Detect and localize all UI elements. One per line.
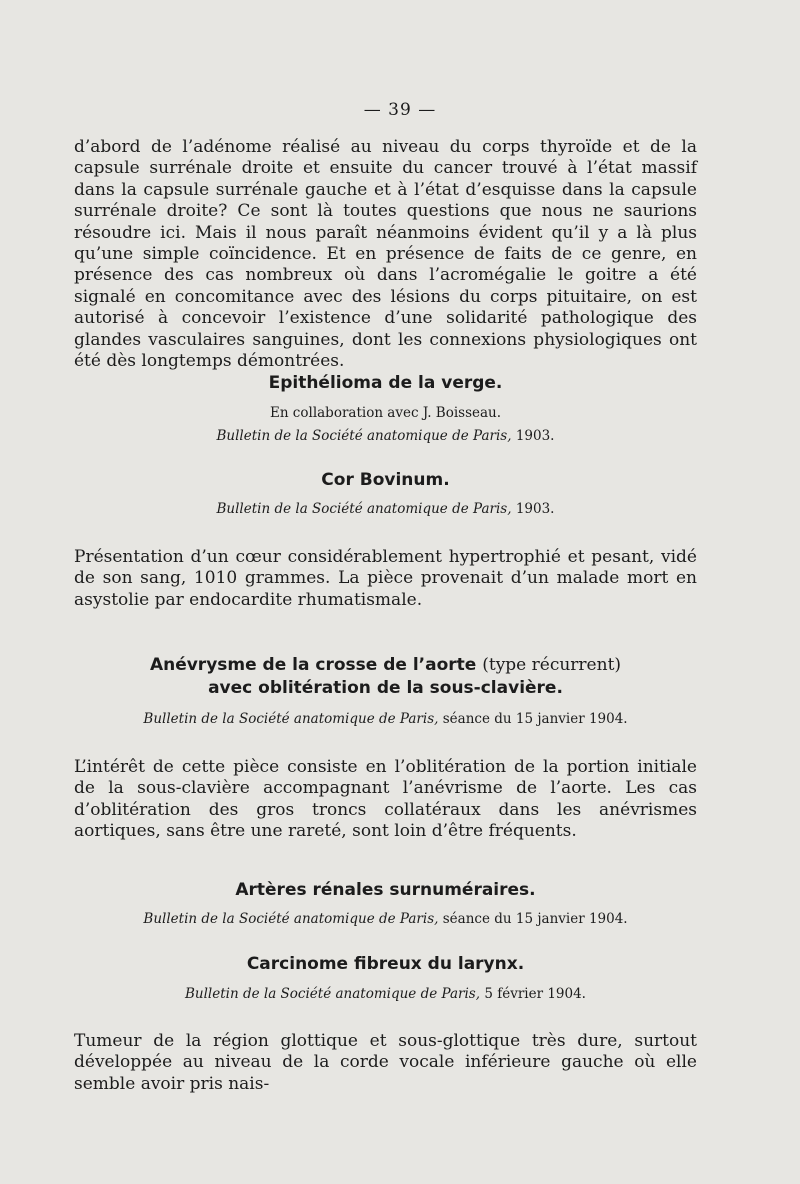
- journal-name: Bulletin de la Société anatomique de Paris,: [143, 711, 439, 727]
- journal-name: Bulletin de la Société anatomique de Paris,: [216, 501, 512, 517]
- section-title-cor-bovinum: Cor Bovinum.: [321, 470, 450, 490]
- reference-date: 1903.: [515, 428, 555, 444]
- section-title-epithelioma: Epithélioma de la verge.: [268, 373, 503, 393]
- reference-carcinome: [74, 986, 697, 1002]
- section-title-carcinome: Carcinome fibreux du larynx.: [246, 954, 525, 974]
- section-title-arteres: Artères rénales surnuméraires.: [235, 880, 536, 900]
- reference-date: séance du 15 janvier 1904.: [442, 711, 628, 727]
- collaboration-note: En collaboration avec J. Boisseau.: [269, 405, 502, 421]
- reference-date: séance du 15 janvier 1904.: [442, 911, 628, 927]
- reference-arteres: [74, 911, 697, 927]
- carcinome-paragraph: Tumeur de la région glottique et sous-glottique très dure, surtout développée au niveau de la corde vocale inférieure gauche où elle semble avoir pris nais-: [74, 1031, 697, 1094]
- cor-bovinum-paragraph: Présentation d’un cœur considérablement hypertrophié et pesant, vidé de son sang, 1010 grammes. La pièce provenait d’un malade mort en asystolie par endocardite rhumatismale.: [74, 547, 697, 610]
- reference-cor-bovinum: [74, 501, 697, 517]
- journal-name: Bulletin de la Société anatomique de Paris,: [143, 911, 439, 927]
- reference-date: 5 février 1904.: [484, 986, 586, 1002]
- title-line-1: Anévrysme de la crosse de l’aorte: [149, 655, 477, 675]
- title-type-note: (type récurrent): [482, 655, 622, 675]
- anevrysme-paragraph: L’intérêt de cette pièce consiste en l’oblitération de la portion initiale de la sous-clavière accompagnant l’anévrisme de l’aorte. Les cas d’oblitération des gros troncs collatéraux dans les anévrismes aortiques, sans être une rareté, sont loin d’être fréquents.: [74, 757, 697, 842]
- reference-anevrysme: [74, 711, 697, 727]
- reference-epithelioma: [74, 428, 697, 444]
- intro-paragraph: d’abord de l’adénome réalisé au niveau du corps thyroïde et de la capsule surrénale droite et ensuite du cancer trouvé à l’état massif dans la capsule surrénale gauche et à l’état d’esquisse dans la capsule surrénale droite? Ce sont là toutes questions que nous ne saurions résoudre ici. Mais il nous paraît néanmoins évident qu’il y a là plus qu’une simple coïncidence. Et en présence de faits de ce genre, en présence des cas nombreux où dans l’acromégalie le goitre a été signalé en concomitance avec des lésions du corps pituitaire, on est autorisé à concevoir l’existence d’une solidarité pathologique des glandes vasculaires sanguines, dont les connexions physiologiques ont été dès longtemps démontrées.: [74, 137, 697, 372]
- reference-date: 1903.: [515, 501, 555, 517]
- journal-name: Bulletin de la Société anatomique de Paris,: [216, 428, 512, 444]
- section-title-anevrysme-line2: avec oblitération de la sous-clavière.: [208, 678, 563, 698]
- page-number: — 39 —: [363, 100, 437, 120]
- journal-name: Bulletin de la Société anatomique de Paris,: [185, 986, 481, 1002]
- section-title-anevrysme: [74, 655, 697, 675]
